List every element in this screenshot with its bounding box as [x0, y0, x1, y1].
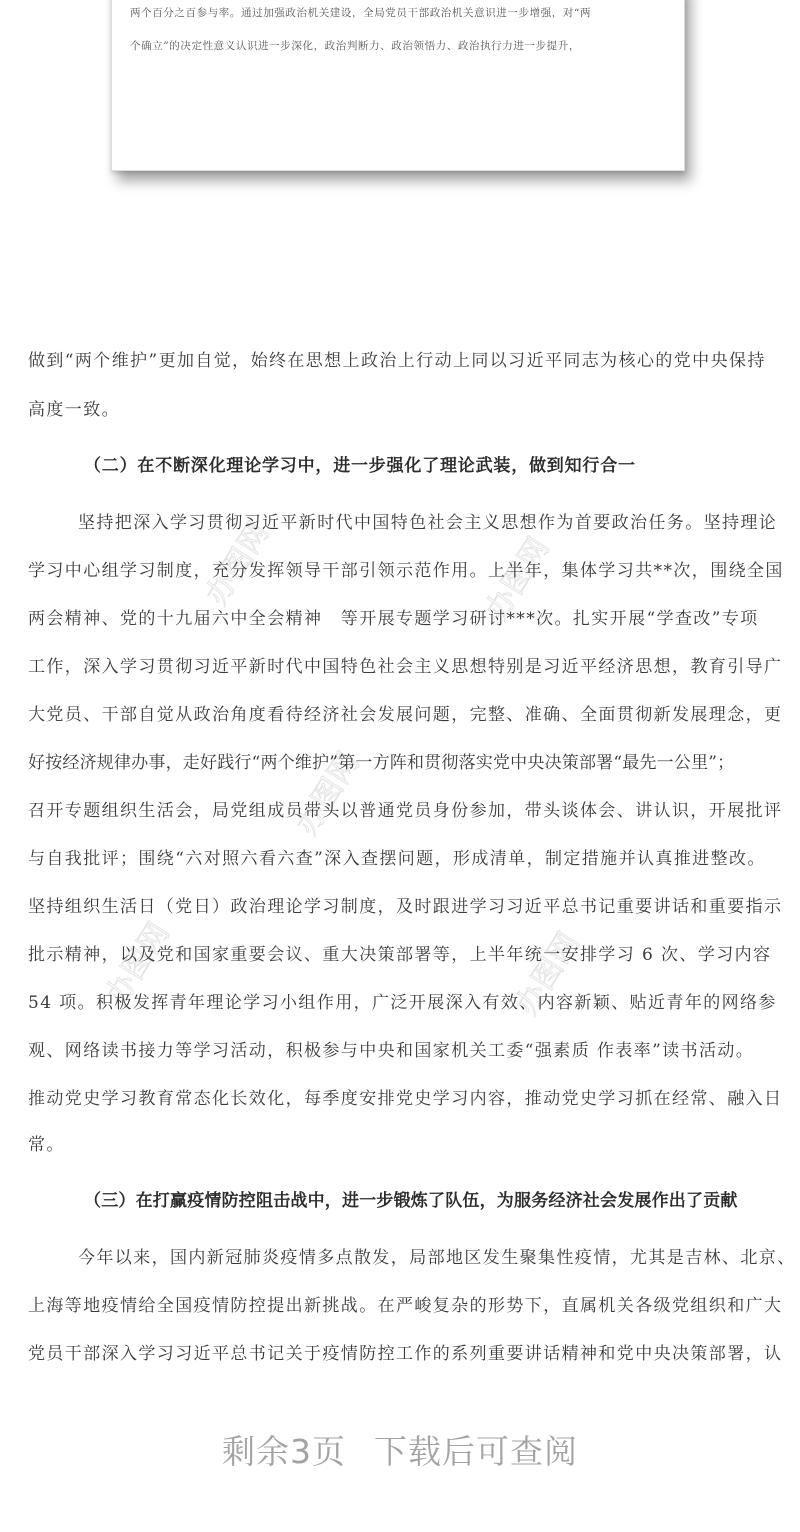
- paragraph-line: 坚持把深入学习贯彻习近平新时代中国特色社会主义思想作为首要政治任务。坚持理论: [78, 513, 778, 533]
- paragraph-line: 推动党史学习教育常态化长效化，每季度安排党史学习内容，推动党史学习抓在经常、融入日: [28, 1089, 783, 1109]
- download-to-read-banner[interactable]: [0, 1426, 800, 1473]
- paragraph-line: 高度一致。: [28, 400, 120, 420]
- paragraph-line: 工作，深入学习贯彻习近平新时代中国特色社会主义思想特别是习近平经济思想，教育引导广: [28, 657, 783, 677]
- paragraph-line: 批示精神，以及党和国家重要会议、重大决策部署等，上半年统一安排学习 6 次、学习内容: [28, 945, 772, 965]
- paragraph-line: 好按经济规律办事，走好践行“两个维护”第一方阵和贯彻落实党中央决策部署“最先一公里”；: [28, 753, 735, 773]
- watermark: 办图网: [99, 916, 177, 1012]
- paragraph-line: 坚持组织生活日（党日）政治理论学习制度，及时跟进学习习近平总书记重要讲话和重要指示: [28, 897, 783, 917]
- paragraph-line: 54 项。积极发挥青年理论学习小组作用，广泛开展深入有效、内容新颖、贴近青年的网络参: [28, 993, 777, 1013]
- download-prompt-label[interactable]: 下载后可查阅: [374, 1432, 578, 1471]
- paragraph-line: 与自我批评；围绕“六对照六看六查”深入查摆问题，形成清单，制定措施并认真推进整改。: [28, 849, 766, 869]
- remaining-pages-label: 剩余3页: [222, 1432, 346, 1471]
- watermark: 办图网: [479, 531, 557, 627]
- section-heading: （二）在不断深化理论学习中，进一步强化了理论武装，做到知行合一: [84, 456, 636, 476]
- paragraph-line: 常。: [28, 1135, 65, 1155]
- paragraph-line: 两会精神、党的十九届六中全会精神 等开展专题学习研讨***次。扎实开展“学查改”专项: [28, 609, 759, 629]
- paragraph-line: 今年以来，国内新冠肺炎疫情多点散发，局部地区发生聚集性疫情，尤其是吉林、北京、: [78, 1248, 796, 1268]
- watermark: 办图网: [289, 746, 367, 842]
- watermark: 办图网: [199, 516, 277, 612]
- section-heading: （三）在打赢疫情防控阻击战中，进一步锻炼了队伍，为服务经济社会发展作出了贡献: [84, 1191, 738, 1211]
- paragraph-line: 做到“两个维护”更加自觉，始终在思想上政治上行动上同以习近平同志为核心的党中央保持: [28, 351, 766, 371]
- paragraph-line: 学习中心组学习制度，充分发挥领导干部引领示范作用。上半年，集体学习共**次，围绕全国: [28, 561, 784, 581]
- preview-text-line: 个确立”的决定性意义认识进一步深化，政治判断力、政治领悟力、政治执行力进一步提升，: [130, 40, 580, 52]
- paragraph-line: 召开专题组织生活会，局党组成员带头以普通党员身份参加，带头谈体会、讲认识，开展批评: [28, 801, 783, 821]
- paragraph-line: 大党员、干部自觉从政治角度看待经济社会发展问题，完整、准确、全面贯彻新发展理念，更: [28, 705, 783, 725]
- watermark: 办图网: [509, 926, 587, 1022]
- paragraph-line: 上海等地疫情给全国疫情防控提出新挑战。在严峻复杂的形势下，直属机关各级党组织和广大: [28, 1296, 783, 1316]
- paragraph-line: 观、网络读书接力等学习活动，积极参与中央和国家机关工委“强素质 作表率”读书活动。: [28, 1041, 755, 1061]
- paragraph-line: 党员干部深入学习习近平总书记关于疫情防控工作的系列重要讲话精神和党中央决策部署，认: [28, 1344, 783, 1364]
- preview-text-line: 两个百分之百参与率。通过加强政治机关建设，全局党员干部政治机关意识进一步增强，对“两: [130, 7, 592, 19]
- preview-page-card: [111, 0, 685, 171]
